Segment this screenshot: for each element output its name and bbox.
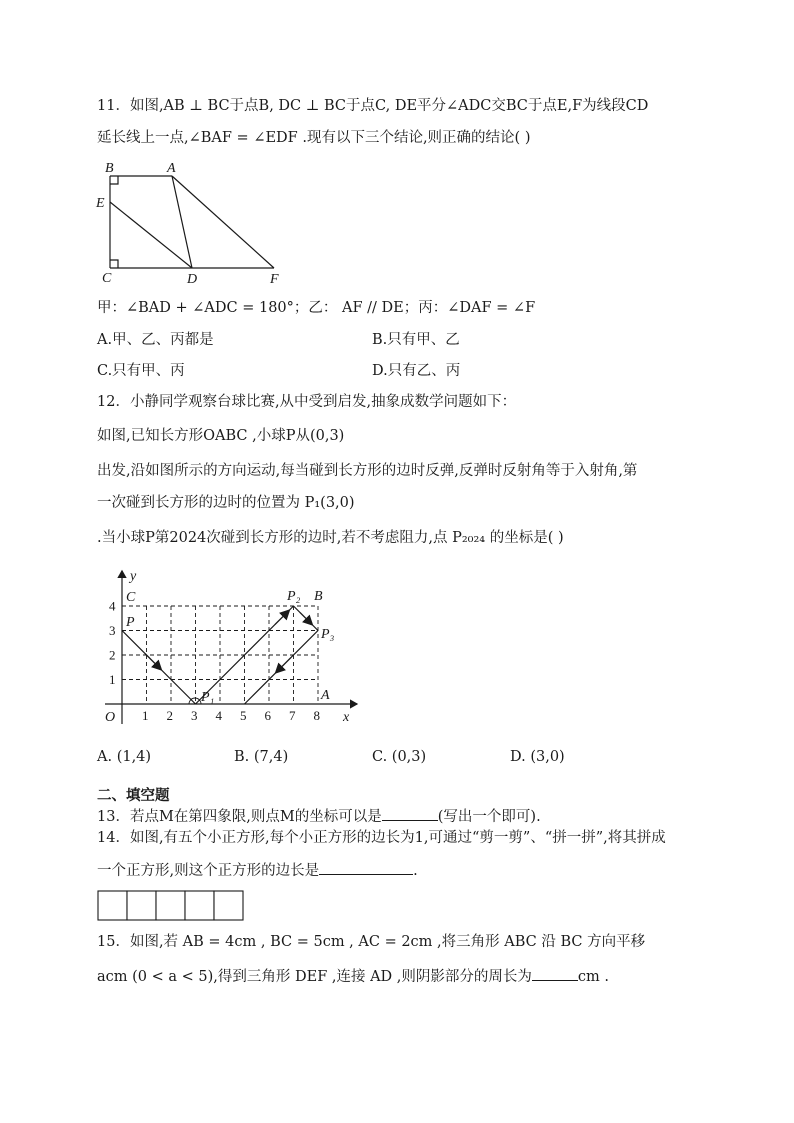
segment-af — [172, 176, 274, 268]
q13-answer-blank[interactable] — [382, 806, 438, 821]
svg-text:1: 1 — [109, 672, 116, 687]
svg-text:2: 2 — [109, 647, 116, 663]
svg-text:6: 6 — [264, 708, 271, 723]
q12-line1: 12．小静同学观察台球比赛,从中受到启发,抽象成数学问题如下： — [97, 394, 517, 410]
x-tick-labels — [142, 708, 320, 723]
q15-answer-blank[interactable] — [532, 966, 578, 981]
q11-option-b: B.只有甲、乙 — [372, 332, 460, 348]
arrow-2 — [275, 613, 287, 625]
label-c: C — [102, 271, 112, 284]
right-angle-c — [110, 260, 118, 268]
y-tick-labels — [109, 599, 116, 688]
label-a: A — [167, 161, 176, 176]
label-a: A — [321, 688, 330, 703]
q13-text — [97, 806, 541, 827]
q11-conditions: 甲：∠BAD + ∠ADC = 180°；乙： AF // DE；丙：∠DAF = ∠F — [97, 300, 536, 316]
q14-line2-b: . — [413, 863, 418, 879]
arrow-1 — [145, 654, 159, 668]
q11-option-c: C.只有甲、丙 — [97, 363, 185, 379]
q13-text-a: 13．若点M在第四象限,则点M的坐标可以是 — [97, 809, 382, 825]
svg-text:3: 3 — [191, 708, 198, 723]
q11-line1: 11．如图,AB ⊥ BC于点B, DC ⊥ BC于点C, DE平分∠ADC交BC于点E,F为线段CD — [97, 98, 649, 114]
svg-text:3: 3 — [109, 623, 116, 638]
label-p3: P₃ — [321, 627, 335, 642]
section-title: 二、填空题 — [97, 788, 170, 804]
q12-graph — [95, 566, 365, 731]
grid-lines — [122, 606, 318, 704]
q13-text-b: (写出一个即可). — [437, 809, 541, 825]
q12-line2: 如图,已知长方形OABC ,小球P从(0,3) — [97, 428, 345, 444]
svg-text:2: 2 — [166, 708, 173, 723]
arrow-3 — [300, 613, 310, 623]
label-y: y — [130, 569, 137, 584]
q11-figure — [92, 156, 292, 284]
label-origin: O — [105, 710, 116, 725]
arrow-4 — [278, 658, 291, 671]
label-p: P — [126, 615, 135, 630]
label-d: D — [187, 272, 198, 284]
q15-line1: 15．如图,若 AB = 4cm , BC = 5cm , AC = 2cm ,将三角形 ABC 沿 BC 方向平移 — [97, 934, 646, 950]
q14-five-squares — [97, 890, 247, 922]
svg-text:4: 4 — [215, 708, 222, 723]
label-b: B — [105, 161, 114, 176]
q15-line2 — [97, 966, 609, 987]
q12-option-d: D. (3,0) — [510, 749, 565, 765]
svg-text:7: 7 — [289, 708, 296, 723]
label-c: C — [126, 590, 136, 605]
q14-line2-a: 一个正方形,则这个正方形的边长是 — [97, 863, 320, 879]
label-p2: P₂ — [287, 589, 301, 604]
svg-text:4: 4 — [109, 598, 116, 614]
svg-text:5: 5 — [240, 708, 247, 723]
q12-line3: 出发,沿如图所示的方向运动,每当碰到长方形的边时反弹,反弹时反射角等于入射角,第 — [97, 463, 638, 479]
q12-option-a: A. (1,4) — [97, 749, 152, 765]
q11-option-a: A.甲、乙、丙都是 — [97, 332, 214, 348]
q14-line2 — [97, 860, 418, 881]
q14-answer-blank[interactable] — [319, 860, 413, 875]
q12-option-c: C. (0,3) — [372, 749, 427, 765]
q14-line1: 14．如图,有五个小正方形,每个小正方形的边长为1,可通过“剪一剪”、“拼一拼”,将其拼成 — [97, 830, 666, 846]
label-x: x — [343, 710, 350, 725]
q11-option-d: D.只有乙、丙 — [372, 363, 461, 379]
label-f: F — [270, 272, 279, 284]
svg-text:1: 1 — [142, 708, 149, 723]
right-angle-b — [110, 176, 118, 184]
q12-line4: 一次碰到长方形的边时的位置为 P₁(3,0) — [97, 495, 355, 511]
q15-line2-b: cm . — [577, 969, 609, 985]
svg-text:8: 8 — [313, 708, 320, 723]
label-b: B — [314, 589, 323, 604]
q12-option-b: B. (7,4) — [234, 749, 289, 765]
label-p1: P₁ — [201, 690, 215, 705]
q15-line2-a: acm (0 < a < 5),得到三角形 DEF ,连接 AD ,则阴影部分的周长为 — [97, 969, 532, 985]
label-e: E — [96, 196, 105, 211]
q11-line2: 延长线上一点,∠BAF = ∠EDF .现有以下三个结论,则正确的结论( ) — [97, 130, 531, 146]
q12-line5: .当小球P第2024次碰到长方形的边时,若不考虑阻力,点 P₂₀₂₄ 的坐标是( ) — [97, 530, 564, 546]
